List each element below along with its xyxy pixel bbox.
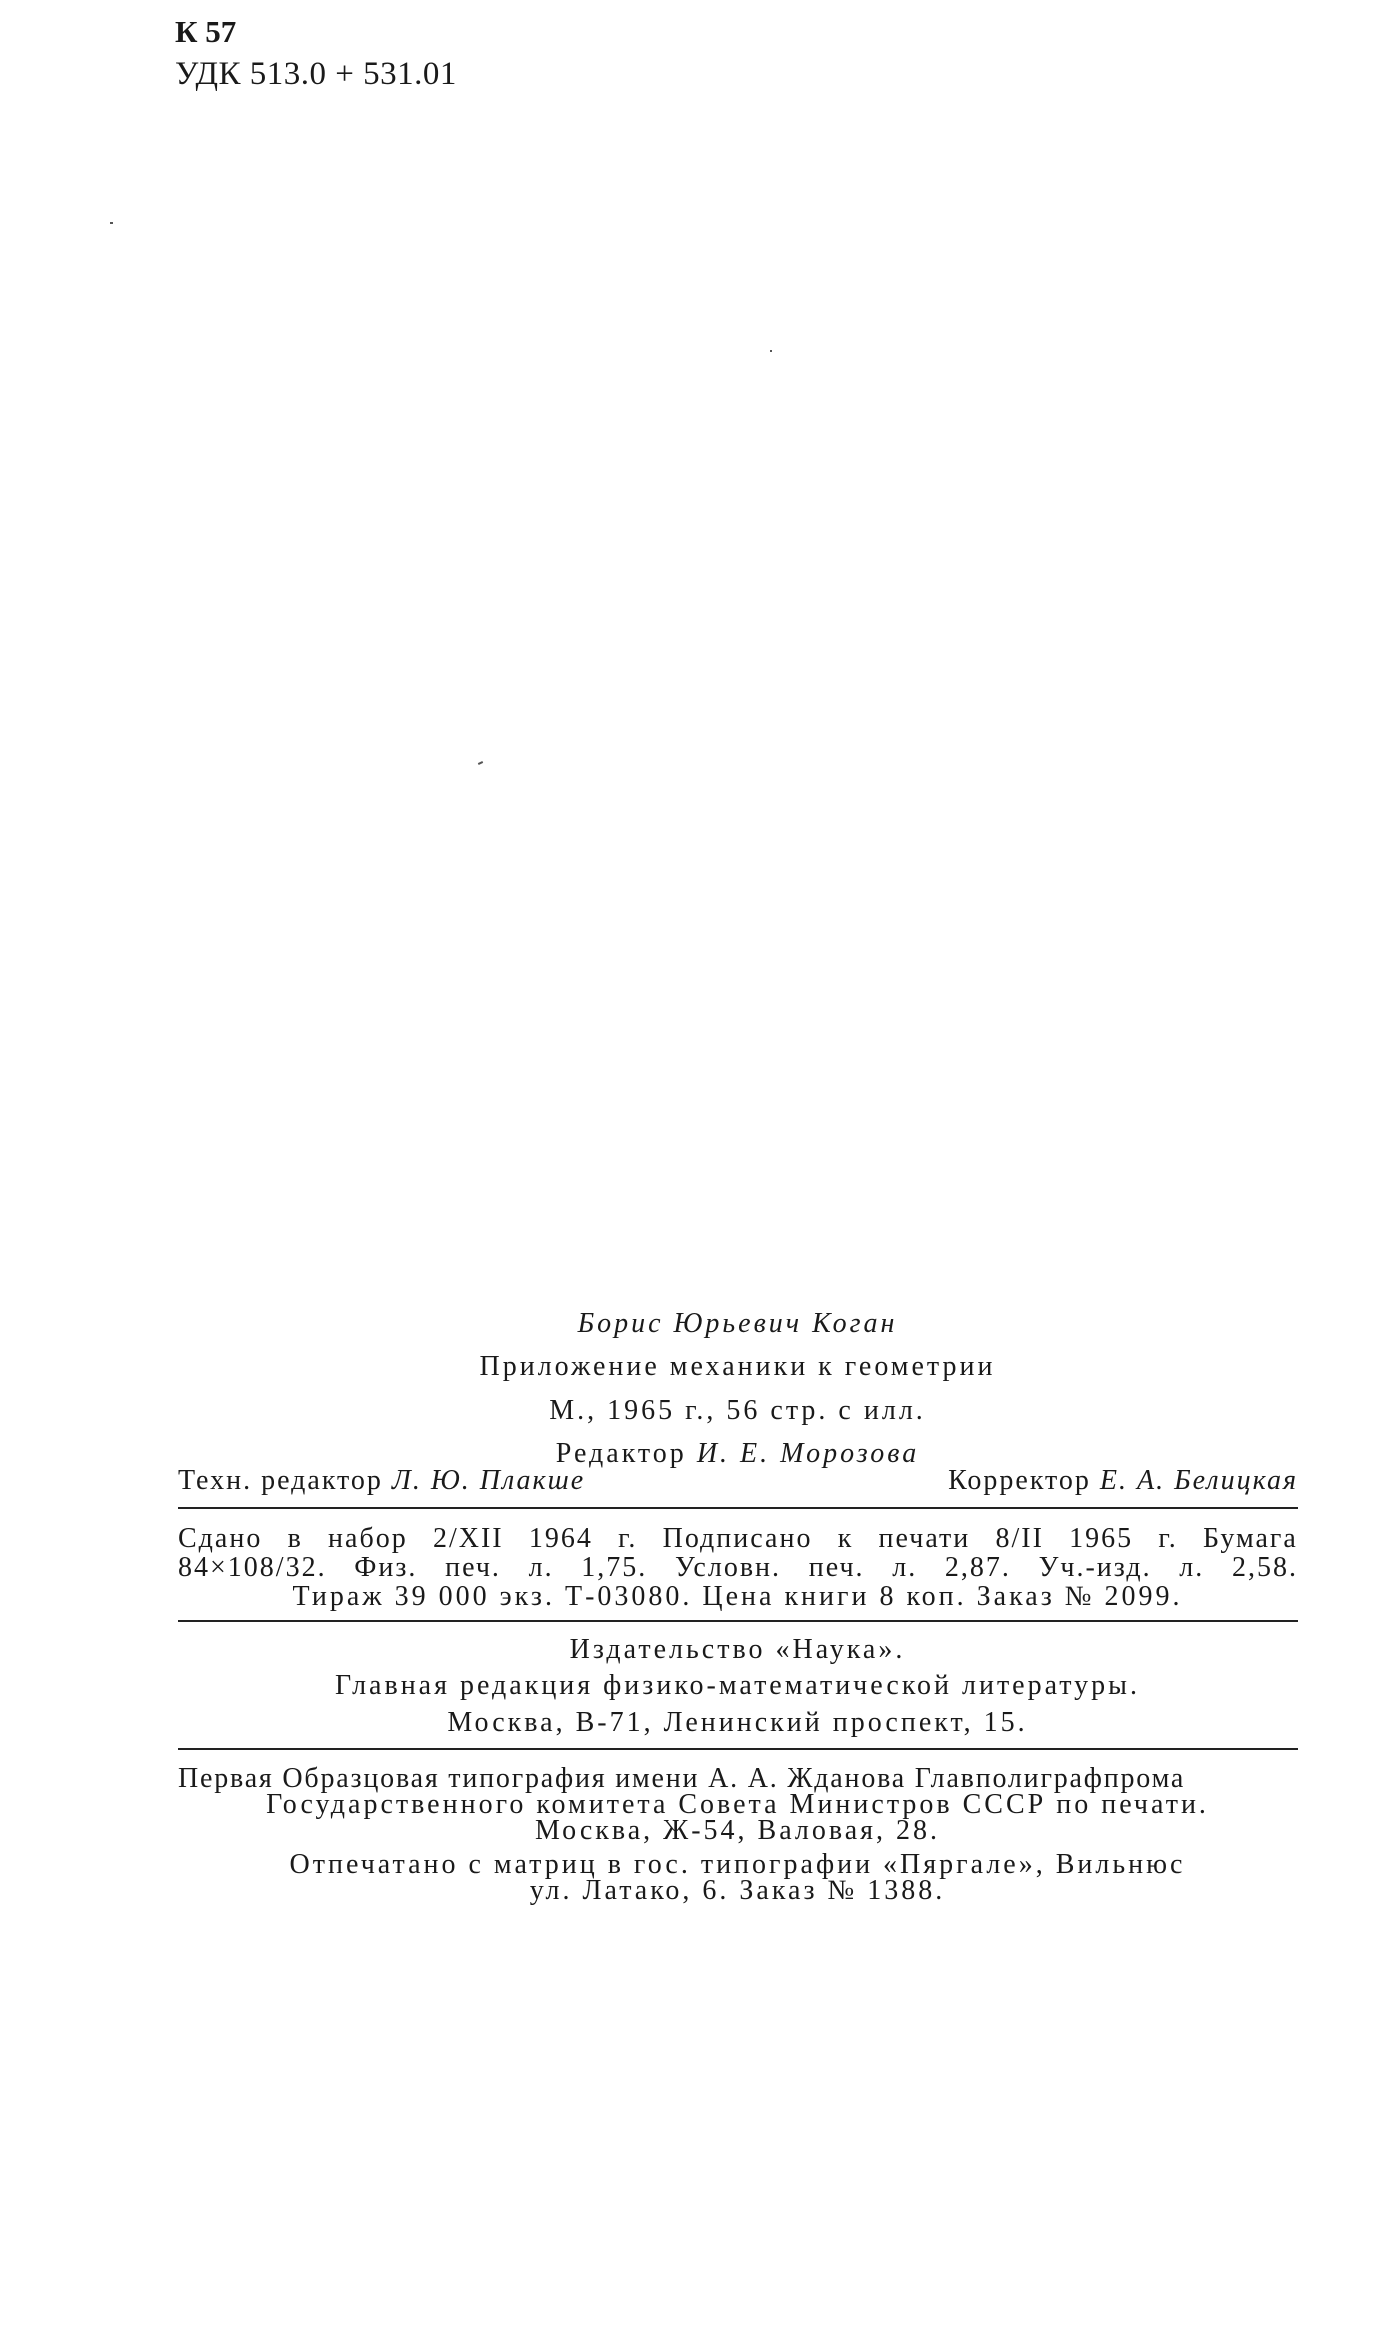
print-word: Уч.-изд. [1038, 1552, 1152, 1583]
divider-rule [178, 1620, 1298, 1622]
tech-editor-name: Л. Ю. Плакше [391, 1465, 586, 1496]
author-name: Борис Юрьевич Коган [577, 1308, 898, 1339]
editor-label: Редактор [555, 1438, 687, 1469]
print-word: Условн. [674, 1552, 782, 1583]
print-word: Сдано [178, 1523, 263, 1554]
print-word: л. [1179, 1552, 1205, 1583]
print-word: Физ. [354, 1552, 418, 1583]
print-word: 2/XII [432, 1523, 504, 1554]
print-word: г. [618, 1523, 638, 1554]
print-word: печ. [808, 1552, 865, 1583]
publication-info: М., 1965 г., 56 стр. с илл. [549, 1395, 926, 1426]
publisher-address: Москва, В-71, Ленинский проспект, 15. [447, 1707, 1028, 1738]
printer-line-1: Первая Образцовая типография имени А. А. Жданова Главполиграфпрома [178, 1763, 1186, 1794]
scan-speck [110, 222, 113, 224]
print-word: 2,87. [944, 1552, 1011, 1583]
proofreader [948, 1465, 1298, 1497]
tech-editor-label: Техн. редактор [178, 1465, 383, 1496]
book-title: Приложение механики к геометрии [479, 1351, 996, 1382]
scan-speck [770, 350, 772, 352]
udk-classification: УДК 513.0 + 531.01 [175, 56, 457, 92]
print-word: 2,58. [1231, 1552, 1298, 1583]
printer-line-4: Отпечатано с матриц в гос. типографии «Пяргале», Вильнюс [289, 1849, 1186, 1880]
scan-speck [478, 761, 483, 765]
proofreader-name: Е. А. Белицкая [1099, 1465, 1298, 1496]
catalog-code: К 57 [175, 14, 237, 49]
divider-rule [178, 1507, 1298, 1509]
print-word: 1965 [1069, 1523, 1134, 1554]
publisher-name: Издательство «Наука». [569, 1634, 906, 1665]
print-word: 8/II [995, 1523, 1044, 1554]
proofreader-label: Корректор [948, 1465, 1091, 1496]
print-word: 1964 [528, 1523, 593, 1554]
printer-line-2: Государственного комитета Совета Министров СССР по печати. [266, 1789, 1209, 1820]
print-word: Бумага [1202, 1523, 1298, 1554]
printer-line-5: ул. Латако, 6. Заказ № 1388. [529, 1875, 946, 1906]
tech-editor [178, 1465, 585, 1497]
divider-rule [178, 1748, 1298, 1750]
print-word: в [287, 1523, 303, 1554]
print-word: набор [328, 1523, 408, 1554]
print-details-line-2 [178, 1552, 1298, 1584]
print-word: 1,75. [581, 1552, 648, 1583]
print-word: Подписано [662, 1523, 813, 1554]
print-word: к [837, 1523, 854, 1554]
print-word: г. [1158, 1523, 1178, 1554]
printer-line-3: Москва, Ж-54, Валовая, 28. [534, 1815, 941, 1846]
print-details-line-3: Тираж 39 000 экз. Т-03080. Цена книги 8 коп. Заказ № 2099. [292, 1581, 1183, 1612]
staff-line [178, 1465, 1298, 1497]
print-word: печати [878, 1523, 971, 1554]
editor-name: И. Е. Морозова [696, 1438, 920, 1469]
print-word: л. [528, 1552, 554, 1583]
publisher-division: Главная редакция физико-математической литературы. [334, 1670, 1140, 1701]
print-details-line-1 [178, 1523, 1298, 1555]
print-word: л. [892, 1552, 918, 1583]
print-word: 84×108/32. [178, 1552, 327, 1583]
print-word: печ. [445, 1552, 501, 1583]
